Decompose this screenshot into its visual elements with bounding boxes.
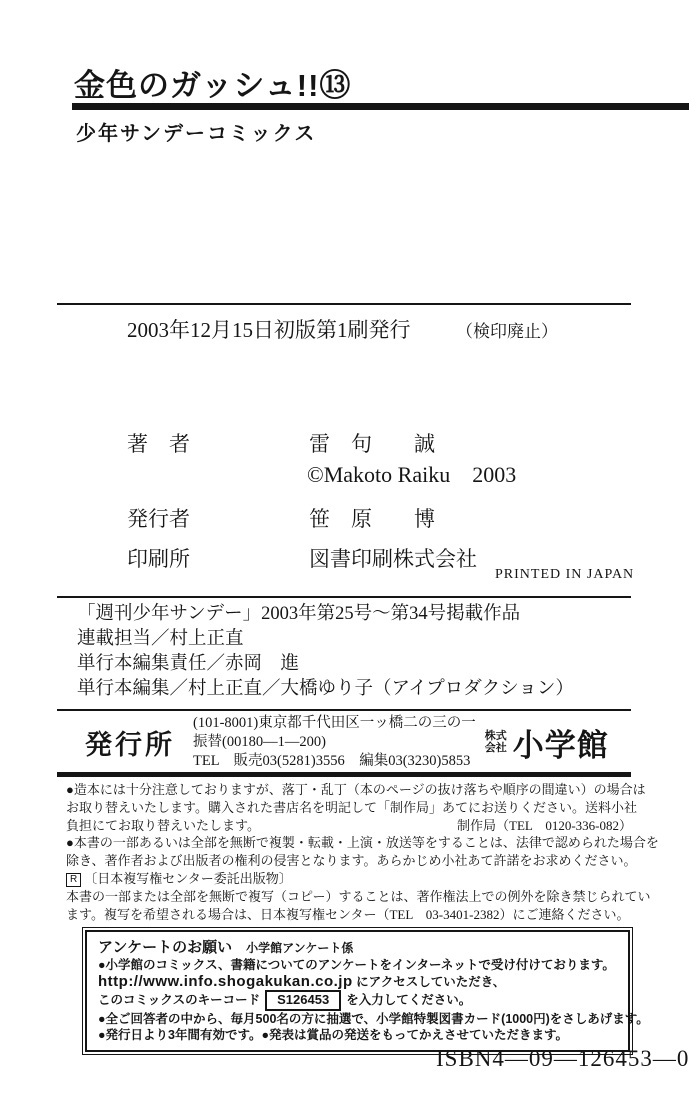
seal-abolished-note: （検印廃止） — [456, 322, 558, 341]
printer-name: 図書印刷株式会社 — [309, 547, 477, 571]
corporation-type — [485, 730, 507, 754]
legal-notices — [66, 781, 659, 923]
office-label: 発行所 — [85, 729, 175, 760]
tankobon-editors: 単行本編集／村上正直／大橋ゆり子（アイプロダクション） — [77, 679, 574, 699]
printed-in-japan: PRINTED IN JAPAN — [495, 567, 635, 582]
reproduction-notice-line2: 除き、著作者および出版者の権利の侵害となります。あらかじめ小社あて許諾をお求めください。 — [66, 853, 637, 869]
serialization-block — [77, 602, 574, 702]
photocopy-notice-line2: ます。複写を希望される場合は、日本複写権センター（TEL 03-3401-2382）にご連絡ください。 — [66, 906, 630, 922]
company-name: 小学館 — [512, 727, 609, 763]
office-postal-transfer: 振替(00180—1—200) — [193, 733, 326, 750]
corp-type-bottom: 会社 — [484, 742, 507, 754]
survey-url: http://www.info.shogakukan.co.jp — [98, 972, 353, 990]
production-bureau-tel: 制作局（TEL 0120-336-082） — [457, 817, 632, 833]
rights-center-line — [66, 870, 632, 888]
serialization-divider — [57, 596, 631, 598]
serialization-source: 「週刊少年サンデー」2003年第25号〜第34号掲載作品 — [77, 604, 521, 624]
binding-notice-line3 — [66, 817, 632, 835]
office-telephone: TEL 販売03(5281)3556 編集03(3230)5853 — [193, 752, 471, 769]
reproduction-notice-line1: ●本書の一部あるいは全部を無断で複製・転載・上演・放送等をすることは、法律で認められた場合を — [66, 835, 659, 851]
legal-section-divider — [57, 772, 631, 777]
survey-keycode-line — [98, 990, 617, 1011]
serialization-editor: 連載担当／村上正直 — [77, 629, 244, 649]
book-title: 金色のガッシュ!!⑬ — [74, 68, 352, 103]
author-name: 雷 句 誠 — [309, 432, 435, 456]
author-label: 著 者 — [127, 432, 190, 456]
keycode-prefix: このコミックスのキーコード — [98, 993, 261, 1007]
printer-label: 印刷所 — [127, 547, 190, 571]
survey-prize-line: ●全ご回答者の中から、毎月500名の方に抽選で、小学館特製図書カード(1000円)をさしあげます。 — [98, 1011, 649, 1026]
binding-notice-line2: お取り替えいたします。購入された書店名を明記して「制作局」あてにお送りください。送料小社 — [66, 799, 637, 815]
series-name: 少年サンデーコミックス — [76, 123, 317, 145]
publishing-office-row — [57, 711, 631, 773]
binding-notice-line1: ●造本には十分注意しておりますが、落丁・乱丁（本のページの抜け落ちや順序の間違い）の場合は — [66, 782, 646, 797]
office-address: (101-8001)東京都千代田区一ッ橋二の三の一 — [193, 714, 476, 731]
rights-center-note: 〔日本複写権センター委託出版物〕 — [84, 870, 292, 886]
office-address-block — [193, 714, 476, 771]
binding-notice-line3-left: 負担にてお取り替えいたします。 — [66, 817, 260, 833]
isbn-number: ISBN4—09—126453—0 — [436, 1046, 689, 1071]
survey-intro-line: ●小学館のコミックス、書籍についてのアンケートをインターネットで受け付けております。 — [98, 958, 615, 972]
publisher-name: 笹 原 博 — [309, 507, 435, 531]
survey-heading: アンケートのお願い — [98, 939, 233, 956]
survey-url-suffix: にアクセスしていただき、 — [352, 974, 506, 989]
registered-rights-icon: R — [66, 873, 81, 887]
edition-date: 2003年12月15日初版第1刷発行 — [127, 318, 411, 342]
photocopy-notice-line1: 本書の一部または全部を無断で複写（コピー）することは、著作権法上での例外を除き禁じられてい — [66, 888, 651, 904]
survey-heading-row — [98, 936, 617, 957]
survey-box — [85, 930, 649, 1052]
corp-type-top: 株式 — [484, 730, 507, 742]
survey-validity-line: ●発行日より3年間有効です。●発表は賞品の発送をもってかえさせていただきます。 — [98, 1028, 569, 1042]
title-divider — [72, 103, 689, 110]
comic-keycode: S126453 — [265, 990, 341, 1011]
survey-heading-sub: 小学館アンケート係 — [246, 941, 354, 955]
edition-divider — [57, 303, 631, 305]
publisher-label: 発行者 — [127, 507, 190, 531]
survey-url-line — [98, 974, 617, 991]
copyright-line: ©Makoto Raiku 2003 — [307, 462, 517, 487]
keycode-suffix: を入力してください。 — [346, 993, 472, 1007]
tankobon-chief-editor: 単行本編集責任／赤岡 進 — [77, 654, 300, 674]
